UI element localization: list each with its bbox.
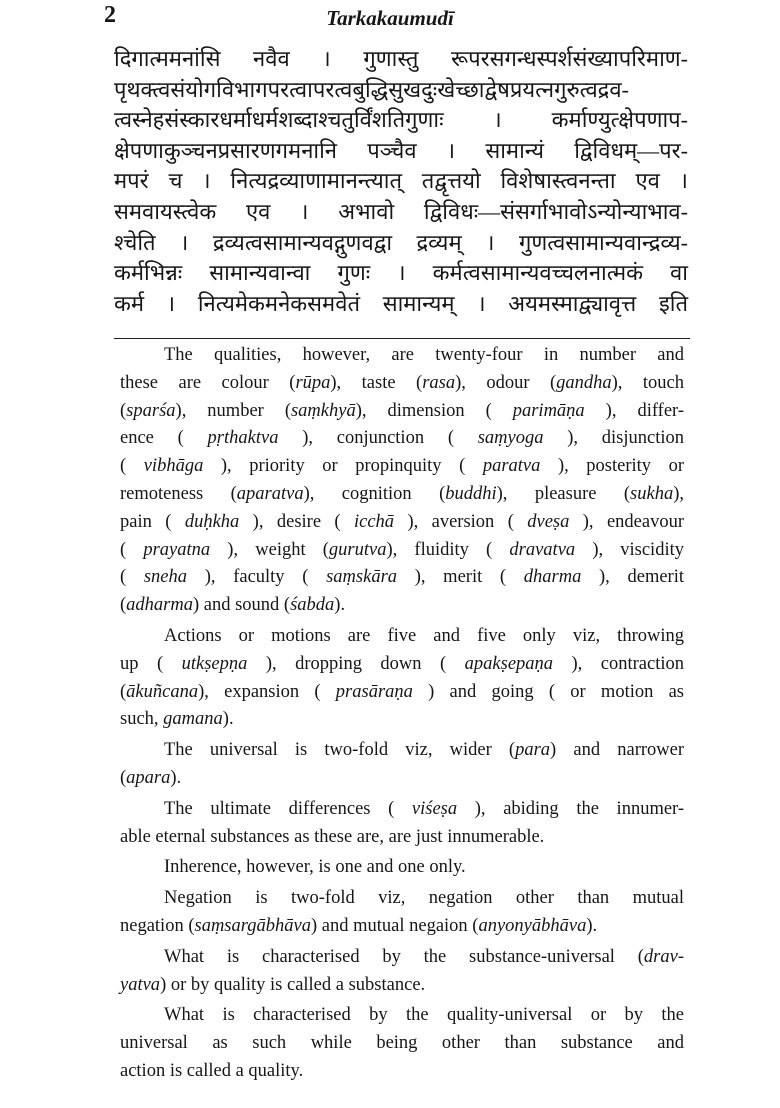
- sanskrit-term: saṃkhyā: [290, 400, 356, 421]
- text-line: [120, 1002, 684, 1030]
- sanskrit-term: vibhāga: [143, 456, 204, 477]
- text-segment: ), endeavour: [569, 511, 684, 532]
- text-segment: ), cognition (: [303, 483, 446, 504]
- sanskrit-line: पृथक्त्वसंयोगविभागपरत्वापरत्वबुद्धिसुखदुःखेच्छाद्वेषप्रयत्नगुरुत्वद्रव-: [114, 76, 629, 102]
- text-segment: such,: [120, 709, 164, 730]
- text-segment: ), faculty (: [187, 567, 327, 588]
- text-line: [120, 651, 684, 679]
- sanskrit-line: समवायस्त्वेक एव । अभावो द्विविधः—संसर्गाभावोऽन्योन्याभाव-: [114, 198, 688, 224]
- text-line: [120, 537, 684, 565]
- text-segment: What is characterised by the substance-universal (: [164, 946, 644, 967]
- sanskrit-term: icchā: [353, 511, 395, 532]
- sanskrit-term: apakṣepaṇa: [464, 653, 554, 674]
- text-segment: (: [120, 595, 127, 616]
- sanskrit-text-block: [114, 44, 688, 319]
- text-segment: ), dimension (: [355, 400, 513, 421]
- text-segment: ).: [170, 767, 182, 788]
- text-segment: remoteness (: [120, 483, 237, 504]
- text-line: [120, 623, 684, 651]
- text-segment: ) and sound (: [192, 595, 291, 616]
- running-title: Tarkakaumudī: [326, 6, 454, 30]
- text-segment: ), contraction: [553, 653, 684, 674]
- text-segment: universal as such while being other than substance and: [120, 1033, 684, 1054]
- text-line: [120, 706, 684, 734]
- text-segment: ), viscidity: [575, 539, 684, 560]
- text-segment: action is called a quality.: [120, 1060, 304, 1081]
- text-segment: ).: [586, 915, 598, 936]
- text-segment: Actions or motions are five and five only viz, throwing: [164, 625, 684, 646]
- sanskrit-line: मपरं च । नित्यद्रव्याणामानन्त्यात् तद्वृत्तयो विशेषास्त्वनन्ता एव ।: [114, 168, 688, 194]
- text-segment: The universal is two-fold viz, wider (: [164, 740, 516, 761]
- text-segment: up (: [120, 653, 182, 674]
- text-segment: ).: [222, 709, 234, 730]
- text-line: [120, 425, 684, 453]
- sanskrit-term: ākuñcana: [126, 681, 199, 702]
- text-segment: What is characterised by the quality-universal or by the: [164, 1005, 684, 1026]
- text-segment: ), merit (: [397, 567, 524, 588]
- text-line: [120, 1058, 684, 1086]
- sanskrit-term: sneha: [143, 567, 188, 588]
- translation-paragraph: [120, 737, 684, 793]
- sanskrit-term: dharma: [523, 567, 582, 588]
- text-line: [120, 509, 684, 537]
- sanskrit-term: viśeṣa: [411, 798, 458, 819]
- text-line: [120, 370, 684, 398]
- sanskrit-term: apara: [126, 767, 171, 788]
- text-line: [120, 481, 684, 509]
- translation-paragraph: [120, 944, 684, 1000]
- text-segment: ) and mutual negaion (: [310, 915, 479, 936]
- text-segment: ), demerit: [581, 567, 684, 588]
- text-segment: ), priority or propinquity (: [203, 456, 483, 477]
- text-line: [120, 885, 684, 913]
- text-segment: ence (: [120, 428, 208, 449]
- sanskrit-term: sukha: [630, 483, 674, 504]
- text-segment: ), taste (: [330, 372, 423, 393]
- translation-paragraph: [120, 854, 684, 882]
- text-segment: ), pleasure (: [496, 483, 631, 504]
- text-segment: Inherence, however, is one and one only.: [164, 857, 466, 878]
- sanskrit-term: buddhi: [445, 483, 497, 504]
- sanskrit-term: parimāṇa: [512, 400, 585, 421]
- translation-paragraph: [120, 623, 684, 734]
- text-segment: ) and going ( or motion as: [412, 681, 684, 702]
- sanskrit-line: कर्मभिन्नः सामान्यवान्वा गुणः । कर्मत्वसामान्यवच्चलनात्मकं वा: [114, 260, 688, 286]
- sanskrit-term: utkṣepṇa: [181, 653, 248, 674]
- text-segment: The qualities, however, are twenty-four in number and: [164, 345, 684, 365]
- text-segment: ), abiding the innumer-: [457, 798, 684, 819]
- text-line: [120, 796, 684, 824]
- text-segment: (: [120, 681, 127, 702]
- sanskrit-term: aparatva: [236, 483, 304, 504]
- page-number: 2: [104, 2, 116, 28]
- text-segment: ), fluidity (: [386, 539, 510, 560]
- text-line: [120, 453, 684, 481]
- sanskrit-term: saṃyoga: [477, 428, 544, 449]
- sanskrit-term: rasa: [422, 372, 456, 393]
- sanskrit-line: क्षेपणाकुञ्चनप्रसारणगमनानि पञ्चैव । सामान्यं द्विविधम्—पर-: [114, 137, 688, 163]
- sanskrit-term: yatva: [120, 974, 161, 995]
- text-segment: ), differ-: [584, 400, 684, 421]
- sanskrit-term: dravatva: [509, 539, 576, 560]
- translation-paragraph: [120, 796, 684, 852]
- text-segment: (: [120, 539, 144, 560]
- sanskrit-term: prasāraṇa: [335, 681, 413, 702]
- text-segment: The ultimate differences (: [164, 798, 412, 819]
- sanskrit-term: saṃsargābhāva: [194, 915, 311, 936]
- text-line: [120, 564, 684, 592]
- divider-rule: [114, 338, 690, 339]
- text-segment: negation (: [120, 915, 195, 936]
- text-segment: (: [120, 767, 127, 788]
- sanskrit-term: pṛthaktva: [207, 428, 279, 449]
- text-segment: pain (: [120, 511, 185, 532]
- text-segment: (: [120, 400, 127, 421]
- sanskrit-term: gamana: [163, 709, 223, 730]
- translation-paragraph: [120, 342, 684, 620]
- text-segment: ),: [673, 483, 684, 504]
- translation-paragraph: [120, 1002, 684, 1085]
- sanskrit-term: duḥkha: [184, 511, 240, 532]
- text-segment: ) and narrower: [550, 740, 684, 761]
- translation-paragraph: [120, 885, 684, 941]
- text-line: [120, 679, 684, 707]
- sanskrit-term: gandha: [556, 372, 612, 393]
- sanskrit-line: श्चेति । द्रव्यत्वसामान्यवद्गुणवद्वा द्रव्यम् । गुणत्वसामान्यवान्द्रव्य-: [114, 229, 688, 255]
- text-line: [120, 592, 684, 620]
- text-segment: ), odour (: [455, 372, 557, 393]
- text-segment: ), expansion (: [198, 681, 336, 702]
- text-line: [120, 342, 684, 370]
- text-line: [120, 765, 684, 793]
- text-line: [120, 824, 684, 852]
- text-segment: ), number (: [175, 400, 291, 421]
- sanskrit-term: drav-: [643, 946, 684, 967]
- text-segment: ), disjunction: [543, 428, 684, 449]
- text-segment: ), weight (: [210, 539, 329, 560]
- text-line: [120, 913, 684, 941]
- text-segment: Negation is two-fold viz, negation other than mutual: [164, 888, 684, 909]
- text-line: [120, 944, 684, 972]
- sanskrit-line: त्वस्नेहसंस्कारधर्माधर्मशब्दाश्चतुर्विंशतिगुणाः । कर्माण्युत्क्षेपणाप-: [114, 107, 688, 133]
- text-segment: ), posterity or: [540, 456, 684, 477]
- sanskrit-line: कर्म । नित्यमेकमनेकसमवेतं सामान्यम् । अयमस्माद्व्यावृत्त इति: [114, 290, 688, 316]
- sanskrit-term: gurutva: [328, 539, 387, 560]
- text-segment: (: [120, 567, 144, 588]
- text-line: [120, 1030, 684, 1058]
- sanskrit-line: दिगात्ममनांसि नवैव । गुणास्तु रूपरसगन्धस्पर्शसंख्यापरिमाण-: [114, 46, 688, 71]
- text-segment: ) or by quality is called a substance.: [160, 974, 426, 995]
- text-segment: ).: [334, 595, 346, 616]
- text-segment: ), touch: [611, 372, 684, 393]
- sanskrit-term: saṃskāra: [326, 567, 398, 588]
- sanskrit-term: dveṣa: [527, 511, 570, 532]
- sanskrit-term: śabda: [290, 595, 335, 616]
- sanskrit-term: anyonyābhāva: [478, 915, 587, 936]
- sanskrit-term: para: [515, 740, 551, 761]
- text-segment: ), conjunction (: [278, 428, 478, 449]
- text-segment: ), dropping down (: [247, 653, 465, 674]
- sanskrit-term: prayatna: [143, 539, 211, 560]
- sanskrit-term: rūpa: [295, 372, 331, 393]
- sanskrit-term: paratva: [482, 456, 541, 477]
- text-line: [120, 737, 684, 765]
- text-line: [120, 972, 684, 1000]
- text-segment: ), aversion (: [394, 511, 528, 532]
- sanskrit-term: adharma: [126, 595, 193, 616]
- text-line: [120, 398, 684, 426]
- text-segment: these are colour (: [120, 372, 296, 393]
- text-segment: ), desire (: [239, 511, 354, 532]
- text-line: [120, 854, 684, 882]
- english-translation-block: [120, 342, 684, 1089]
- sanskrit-term: sparśa: [126, 400, 176, 421]
- text-segment: able eternal substances as these are, are just innumerable.: [120, 826, 545, 847]
- text-segment: (: [120, 456, 144, 477]
